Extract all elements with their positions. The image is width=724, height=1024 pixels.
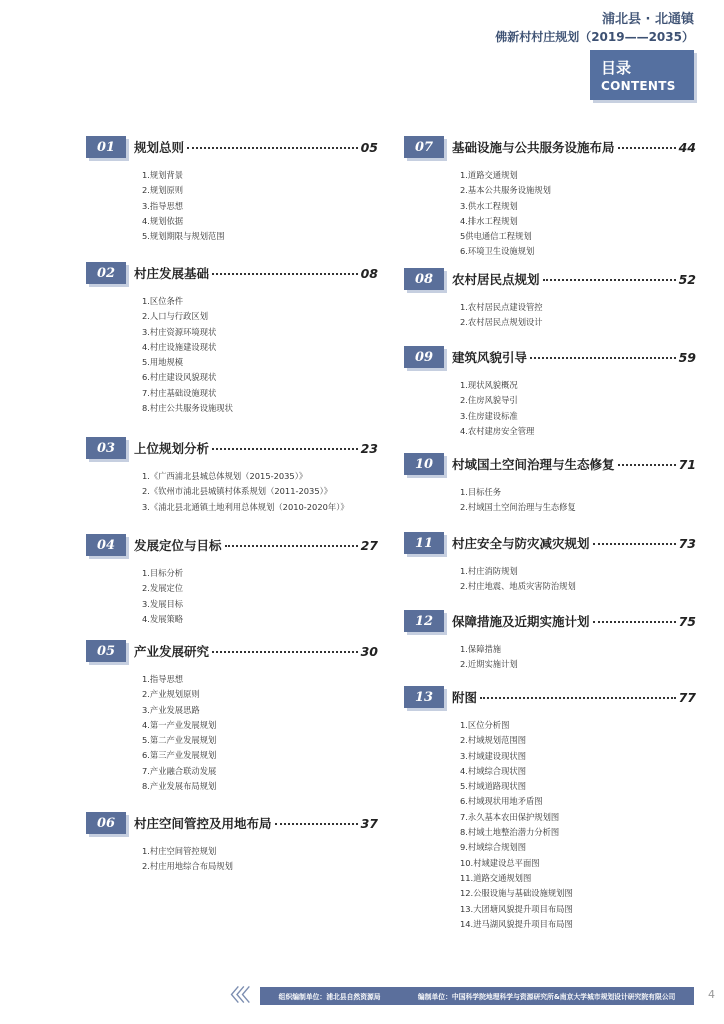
header-location: 浦北县 · 北通镇 bbox=[602, 12, 694, 27]
list-item: 14.进马湖风貌提升项目布局图 bbox=[460, 918, 573, 929]
leader-dots bbox=[212, 651, 358, 653]
toc-section-10 bbox=[404, 453, 696, 516]
list-item: 8.村域土地整治潜力分析图 bbox=[460, 827, 560, 838]
list-item: 9.村域综合规划图 bbox=[460, 842, 526, 853]
list-item: 1.《广西浦北县城总体规划（2015-2035）》 bbox=[142, 471, 308, 481]
section-header[interactable] bbox=[86, 437, 378, 463]
list-item: 1.目标任务 bbox=[460, 487, 502, 497]
contents-title-zh: 目录 bbox=[601, 59, 632, 77]
section-title-row bbox=[134, 439, 378, 457]
section-title-row bbox=[452, 688, 696, 706]
list-item: 5.第二产业发展规划 bbox=[142, 735, 217, 746]
list-item: 1.现状风貌概况 bbox=[460, 380, 518, 390]
section-items bbox=[142, 168, 378, 244]
leader-dots bbox=[593, 543, 676, 545]
section-number: 10 bbox=[404, 453, 444, 475]
section-number: 03 bbox=[86, 437, 126, 459]
section-number: 11 bbox=[404, 532, 444, 554]
toc-section-13 bbox=[404, 686, 696, 932]
section-items bbox=[460, 378, 696, 439]
header-plan-title: 佛新村村庄规划（2019——2035） bbox=[495, 30, 694, 44]
list-item: 2.村庄用地综合布局规划 bbox=[142, 861, 233, 872]
toc-section-11 bbox=[404, 532, 696, 595]
list-item: 2.《钦州市浦北县城镇村体系规划（2011-2035）》 bbox=[142, 486, 333, 497]
list-item: 3.指导思想 bbox=[142, 200, 184, 211]
section-title-row bbox=[452, 348, 696, 366]
list-item: 1.农村居民点建设管控 bbox=[460, 302, 543, 312]
section-page: 73 bbox=[678, 536, 696, 551]
section-header[interactable] bbox=[86, 262, 378, 288]
footer-organizer: 组织编制单位：浦北县自然资源局 bbox=[278, 993, 381, 1001]
section-title: 村庄空间管控及用地布局 bbox=[134, 816, 272, 831]
section-title: 建筑风貌引导 bbox=[452, 350, 528, 365]
section-page: 52 bbox=[678, 272, 696, 287]
toc-section-04 bbox=[86, 534, 378, 627]
section-items bbox=[460, 485, 696, 516]
list-item: 1.区位分析图 bbox=[460, 720, 510, 730]
section-title-row bbox=[134, 814, 378, 832]
list-item: 6.村域现状用地矛盾图 bbox=[460, 796, 543, 807]
list-item: 6.第三产业发展规划 bbox=[142, 750, 217, 761]
list-item: 8.村庄公共服务设施现状 bbox=[142, 403, 233, 414]
list-item: 1.规划背景 bbox=[142, 170, 184, 180]
list-item: 2.基本公共服务设施规划 bbox=[460, 185, 551, 196]
list-item: 1.区位条件 bbox=[142, 296, 184, 306]
list-item: 1.村庄消防规划 bbox=[460, 566, 518, 576]
section-page: 44 bbox=[678, 140, 696, 155]
leader-dots bbox=[212, 448, 358, 450]
section-title-row bbox=[452, 455, 696, 473]
toc-section-08 bbox=[404, 268, 696, 331]
list-item: 3.村域建设现状图 bbox=[460, 750, 526, 761]
list-item: 2.规划原则 bbox=[142, 185, 184, 196]
section-number: 01 bbox=[86, 136, 126, 158]
section-title: 村庄发展基础 bbox=[134, 266, 210, 281]
list-item: 5供电通信工程规划 bbox=[460, 231, 532, 242]
toc-section-02 bbox=[86, 262, 378, 416]
section-title: 发展定位与目标 bbox=[134, 538, 222, 553]
section-header[interactable] bbox=[404, 136, 696, 162]
toc-section-01 bbox=[86, 136, 378, 244]
section-title-row bbox=[452, 138, 696, 156]
section-header[interactable] bbox=[404, 686, 696, 712]
section-title-row bbox=[134, 264, 378, 282]
section-number: 06 bbox=[86, 812, 126, 834]
list-item: 7.村庄基础设施现状 bbox=[142, 387, 217, 398]
section-title-row bbox=[134, 642, 378, 660]
chevron-left-icon: 〈〈〈 bbox=[222, 986, 247, 1006]
list-item: 6.村庄建设风貌现状 bbox=[142, 372, 217, 383]
section-title-row bbox=[134, 536, 378, 554]
toc-section-12 bbox=[404, 610, 696, 673]
list-item: 11.道路交通规划图 bbox=[460, 872, 532, 883]
list-item: 2.农村居民点规划设计 bbox=[460, 317, 543, 328]
section-title: 上位规划分析 bbox=[134, 441, 210, 456]
list-item: 3.发展目标 bbox=[142, 598, 184, 609]
section-title: 产业发展研究 bbox=[134, 644, 210, 659]
list-item: 4.排水工程规划 bbox=[460, 215, 518, 226]
leader-dots bbox=[275, 823, 358, 825]
section-number: 07 bbox=[404, 136, 444, 158]
section-page: 71 bbox=[678, 457, 696, 472]
list-item: 5.用地规模 bbox=[142, 357, 184, 368]
section-page: 59 bbox=[678, 350, 696, 365]
footer-compiler: 编制单位：中国科学院地理科学与资源研究所&南京大学城市规划设计研究院有限公司 bbox=[417, 993, 676, 1001]
list-item: 3.村庄资源环境现状 bbox=[142, 326, 217, 337]
list-item: 1.道路交通规划 bbox=[460, 170, 518, 180]
section-title-row bbox=[134, 138, 378, 156]
footer bbox=[222, 987, 694, 1005]
section-header[interactable] bbox=[404, 610, 696, 636]
section-number: 08 bbox=[404, 268, 444, 290]
section-items bbox=[460, 300, 696, 331]
section-title-row bbox=[452, 534, 696, 552]
section-number: 04 bbox=[86, 534, 126, 556]
list-item: 3.住房建设标准 bbox=[460, 410, 518, 421]
leader-dots bbox=[618, 147, 676, 149]
section-title: 农村居民点规划 bbox=[452, 272, 540, 287]
section-title-row bbox=[452, 270, 696, 288]
list-item: 4.村域综合现状图 bbox=[460, 765, 526, 776]
leader-dots bbox=[618, 464, 676, 466]
section-title: 附图 bbox=[452, 690, 478, 705]
leader-dots bbox=[212, 273, 358, 275]
toc-section-03 bbox=[86, 437, 378, 515]
section-items bbox=[142, 294, 378, 416]
section-number: 02 bbox=[86, 262, 126, 284]
list-item: 2.住房风貌导引 bbox=[460, 395, 518, 406]
section-items bbox=[142, 844, 378, 875]
section-number: 12 bbox=[404, 610, 444, 632]
section-number: 09 bbox=[404, 346, 444, 368]
list-item: 3.《浦北县北通镇土地利用总体规划（2010-2020年）》 bbox=[142, 501, 349, 512]
list-item: 4.村庄设施建设现状 bbox=[142, 341, 217, 352]
list-item: 12.公服设施与基础设施规划图 bbox=[460, 888, 573, 899]
toc-section-07 bbox=[404, 136, 696, 260]
section-items bbox=[460, 718, 696, 932]
page-number: 4 bbox=[708, 988, 715, 1001]
section-items bbox=[460, 642, 696, 673]
list-item: 1.目标分析 bbox=[142, 568, 184, 578]
section-title: 基础设施与公共服务设施布局 bbox=[452, 140, 615, 155]
list-item: 10.村域建设总平面图 bbox=[460, 857, 540, 868]
section-header[interactable] bbox=[86, 534, 378, 560]
section-header[interactable] bbox=[86, 136, 378, 162]
list-item: 2.发展定位 bbox=[142, 583, 184, 594]
section-page: 75 bbox=[678, 614, 696, 629]
list-item: 2.村域国土空间治理与生态修复 bbox=[460, 502, 576, 513]
section-title: 规划总则 bbox=[134, 140, 185, 155]
section-number: 13 bbox=[404, 686, 444, 708]
section-title: 保障措施及近期实施计划 bbox=[452, 614, 590, 629]
section-page: 27 bbox=[360, 538, 378, 553]
section-header[interactable] bbox=[86, 640, 378, 666]
list-item: 3.供水工程规划 bbox=[460, 200, 518, 211]
list-item: 4.第一产业发展规划 bbox=[142, 719, 217, 730]
section-page: 23 bbox=[360, 441, 378, 456]
section-items bbox=[142, 566, 378, 627]
list-item: 13.大团塘风貌提升项目布局图 bbox=[460, 903, 573, 914]
leader-dots bbox=[530, 357, 676, 359]
section-header[interactable] bbox=[404, 268, 696, 294]
leader-dots bbox=[543, 279, 676, 281]
section-page: 77 bbox=[678, 690, 696, 705]
list-item: 2.村域规划范围图 bbox=[460, 735, 526, 746]
section-title: 村域国土空间治理与生态修复 bbox=[452, 457, 615, 472]
list-item: 7.产业融合联动发展 bbox=[142, 765, 217, 776]
section-title: 村庄安全与防灾减灾规划 bbox=[452, 536, 590, 551]
list-item: 2.村庄地震、地质灾害防治规划 bbox=[460, 581, 576, 592]
section-header[interactable] bbox=[404, 532, 696, 558]
footer-bar bbox=[260, 987, 694, 1005]
toc-section-05 bbox=[86, 640, 378, 794]
leader-dots bbox=[187, 147, 358, 149]
leader-dots bbox=[593, 621, 676, 623]
section-items bbox=[460, 564, 696, 595]
list-item: 4.农村建房安全管理 bbox=[460, 425, 535, 436]
list-item: 4.发展策略 bbox=[142, 613, 184, 624]
leader-dots bbox=[480, 697, 676, 699]
section-items bbox=[460, 168, 696, 260]
leader-dots bbox=[225, 545, 358, 547]
section-number: 05 bbox=[86, 640, 126, 662]
list-item: 2.近期实施计划 bbox=[460, 659, 518, 670]
section-items bbox=[142, 672, 378, 794]
list-item: 5.规划期限与规划范围 bbox=[142, 231, 225, 242]
list-item: 7.永久基本农田保护规划图 bbox=[460, 811, 560, 822]
toc-section-09 bbox=[404, 346, 696, 439]
list-item: 3.产业发展思路 bbox=[142, 704, 200, 715]
toc-section-06 bbox=[86, 812, 378, 875]
list-item: 4.规划依据 bbox=[142, 215, 184, 226]
section-header[interactable] bbox=[404, 346, 696, 372]
list-item: 5.村域道路现状图 bbox=[460, 781, 526, 792]
contents-title-en: CONTENTS bbox=[601, 79, 676, 93]
section-page: 08 bbox=[360, 266, 378, 281]
list-item: 6.环境卫生设施规划 bbox=[460, 246, 535, 257]
section-header[interactable] bbox=[86, 812, 378, 838]
section-page: 37 bbox=[360, 816, 378, 831]
contents-badge bbox=[590, 50, 694, 100]
list-item: 1.指导思想 bbox=[142, 674, 184, 684]
section-header[interactable] bbox=[404, 453, 696, 479]
list-item: 8.产业发展布局规划 bbox=[142, 781, 217, 792]
list-item: 2.产业规划原则 bbox=[142, 689, 200, 700]
list-item: 2.人口与行政区划 bbox=[142, 311, 208, 322]
section-page: 05 bbox=[360, 140, 378, 155]
section-items bbox=[142, 469, 378, 515]
section-page: 30 bbox=[360, 644, 378, 659]
list-item: 1.保障措施 bbox=[460, 644, 502, 654]
section-title-row bbox=[452, 612, 696, 630]
list-item: 1.村庄空间管控规划 bbox=[142, 846, 217, 856]
